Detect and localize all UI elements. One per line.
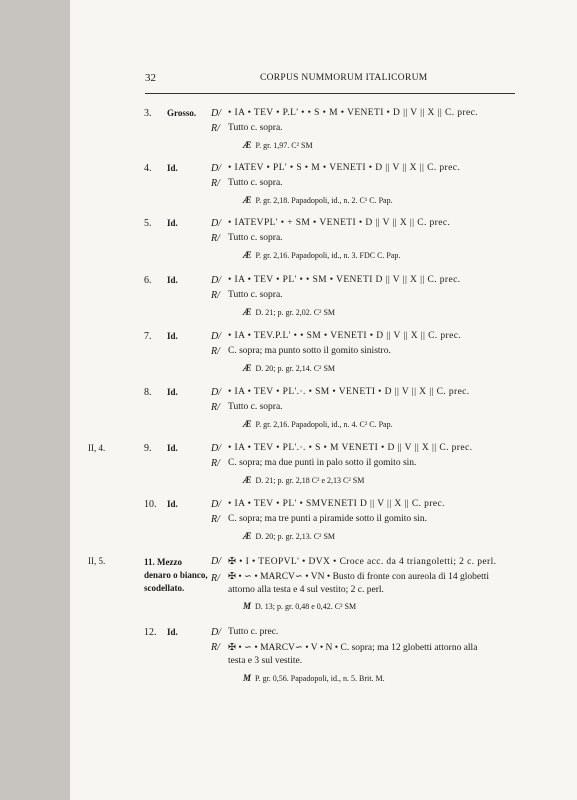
coin-type: Grosso.	[167, 108, 197, 118]
metal-weight-info	[243, 140, 313, 150]
obverse-legend: • IA • TEV • P.L' • • S • M • VENETI • D || V || X || C. prec.	[228, 108, 478, 118]
obverse-symbol: D/	[211, 331, 221, 342]
obverse-symbol: D/	[211, 556, 221, 567]
metal-weight-info	[243, 673, 385, 683]
meta-text: D. 21; p. gr. 2,02. C² SM	[255, 308, 336, 317]
reverse-description: C. sopra; ma punto sotto il gomito sinistro.	[228, 346, 391, 356]
metal-weight-info	[243, 475, 364, 485]
metal-symbol: Æ	[243, 195, 252, 205]
meta-text: P. gr. 2,16. Papadopoli, id., n. 4. C² C. Pap.	[255, 420, 393, 429]
entry-number: 5.	[144, 218, 152, 229]
reverse-symbol: R/	[211, 642, 220, 653]
reverse-description: Tutto c. sopra.	[228, 178, 283, 188]
obverse-symbol: D/	[211, 627, 221, 638]
entry-number: 6.	[144, 275, 152, 286]
reverse-description-line-1: ✠ • ∽ • MARCV∽ • VN • Busto di fronte con aureola di 14 globetti	[228, 572, 490, 582]
reverse-symbol: R/	[211, 346, 220, 357]
coin-type: Id.	[167, 387, 178, 397]
reverse-description: Tutto c. sopra.	[228, 290, 283, 300]
reverse-description-line-2: attorno alla testa e 4 sul vestito; 2 c. perl.	[228, 585, 384, 595]
metal-symbol: Æ	[243, 140, 252, 150]
obverse-symbol: D/	[211, 218, 221, 229]
metal-weight-info	[243, 195, 393, 205]
reverse-symbol: R/	[211, 514, 220, 525]
meta-text: D. 21; p. gr. 2,18 C² e 2,13 C² SM	[255, 476, 365, 485]
metal-weight-info	[243, 419, 393, 429]
reverse-description-line-1: ✠ • ∽ • MARCV∽ • V • N • C. sopra; ma 12 globetti attorno alla	[228, 643, 478, 653]
plate-ref: II, 4.	[88, 443, 106, 453]
meta-text: P. gr. 0,56. Papadopoli, id., n. 5. Brit. M.	[255, 674, 385, 683]
obverse-symbol: D/	[211, 387, 221, 398]
reverse-symbol: R/	[211, 458, 220, 469]
metal-weight-info	[243, 531, 335, 541]
metal-symbol: Æ	[243, 363, 252, 373]
entry-number: 4.	[144, 163, 152, 174]
reverse-symbol: R/	[211, 573, 220, 584]
metal-symbol: M	[243, 601, 252, 611]
metal-symbol: Æ	[243, 531, 252, 541]
meta-text: D. 20; p. gr. 2,14. C² SM	[255, 364, 336, 373]
metal-weight-info	[243, 601, 356, 611]
reverse-symbol: R/	[211, 233, 220, 244]
reverse-description: C. sopra; ma tre punti a piramide sotto il gomito sin.	[228, 514, 427, 524]
reverse-symbol: R/	[211, 290, 220, 301]
meta-text: D. 20; p. gr. 2,13. C² SM	[255, 532, 336, 541]
metal-symbol: Æ	[243, 475, 252, 485]
reverse-description: Tutto c. sopra.	[228, 233, 283, 243]
running-title: CORPUS NUMMORUM ITALICORUM	[260, 73, 428, 83]
meta-text: P. gr. 2,18. Papadopoli, id., n. 2. C¹ C. Pap.	[255, 196, 393, 205]
obverse-legend: ✠ • I • TEOPVL' • DVX • Croce acc. da 4 triangoletti; 2 c. perl.	[228, 557, 497, 567]
coin-type: Id.	[167, 443, 178, 453]
page-header	[145, 72, 515, 90]
entry-number: 7.	[144, 331, 152, 342]
obverse-legend: • IA • TEV • PL'.·. • SM • VENETI • D || V || X || C. prec.	[228, 387, 470, 397]
entry-number: 8.	[144, 387, 152, 398]
entry-number: 12.	[144, 627, 157, 638]
metal-weight-info	[243, 250, 400, 260]
obverse-legend: • IA • TEV.P.L' • • SM • VENETI • D || V || X || C. prec.	[228, 331, 462, 341]
metal-symbol: Æ	[243, 250, 252, 260]
obverse-legend: • IA • TEV • PL'.·. • S • M VENETI • D || V || X || C. prec.	[228, 443, 473, 453]
reverse-symbol: R/	[211, 178, 220, 189]
reverse-description: Tutto c. sopra.	[228, 123, 283, 133]
entry-number: 9.	[144, 443, 152, 454]
obverse-legend: • IA • TEV • PL' • SMVENETI D || V || X || C. prec.	[228, 499, 445, 509]
metal-symbol: Æ	[243, 419, 252, 429]
obverse-symbol: D/	[211, 163, 221, 174]
reverse-description: C. sopra; ma due punti in palo sotto il gomito sin.	[228, 458, 417, 468]
coin-type: 11. Mezzo denaro o bianco, scodellato.	[144, 557, 208, 593]
reverse-symbol: R/	[211, 402, 220, 413]
plate-ref: II, 5.	[88, 556, 106, 566]
metal-symbol: Æ	[243, 307, 252, 317]
meta-text: P. gr. 2,16. Papadopoli, id., n. 3. FDC C. Pap.	[255, 251, 401, 260]
coin-type: Id.	[167, 163, 178, 173]
meta-text: P. gr. 1,97. C² SM	[255, 141, 313, 150]
header-rule	[145, 93, 515, 94]
reverse-description-line-2: testa e 3 sul vestite.	[228, 656, 303, 666]
entry-number: 3.	[144, 108, 152, 119]
coin-type: Id.	[167, 499, 178, 509]
coin-type: Id.	[167, 218, 178, 228]
metal-symbol: M	[243, 673, 252, 683]
page-number: 32	[145, 72, 156, 84]
obverse-description: Tutto c. prec.	[228, 627, 279, 637]
entry-number: 10.	[144, 499, 157, 510]
reverse-description: Tutto c. sopra.	[228, 402, 283, 412]
meta-text: D. 13; p. gr. 0,48 e 0,42. C² SM	[255, 602, 357, 611]
obverse-symbol: D/	[211, 499, 221, 510]
coin-type: Id.	[167, 627, 178, 637]
metal-weight-info	[243, 363, 335, 373]
obverse-symbol: D/	[211, 443, 221, 454]
obverse-symbol: D/	[211, 108, 221, 119]
metal-weight-info	[243, 307, 335, 317]
obverse-legend: • IATEVPL' • + SM • VENETI • D || V || X || C. prec.	[228, 218, 451, 228]
coin-type: Id.	[167, 331, 178, 341]
obverse-legend: • IA • TEV • PL' • • SM • VENETI D || V || X || C. prec.	[228, 275, 461, 285]
reverse-symbol: R/	[211, 123, 220, 134]
coin-type: Id.	[167, 275, 178, 285]
obverse-legend: • IATEV • PL' • S • M • VENETI • D || V || X || C. prec.	[228, 163, 461, 173]
obverse-symbol: D/	[211, 275, 221, 286]
